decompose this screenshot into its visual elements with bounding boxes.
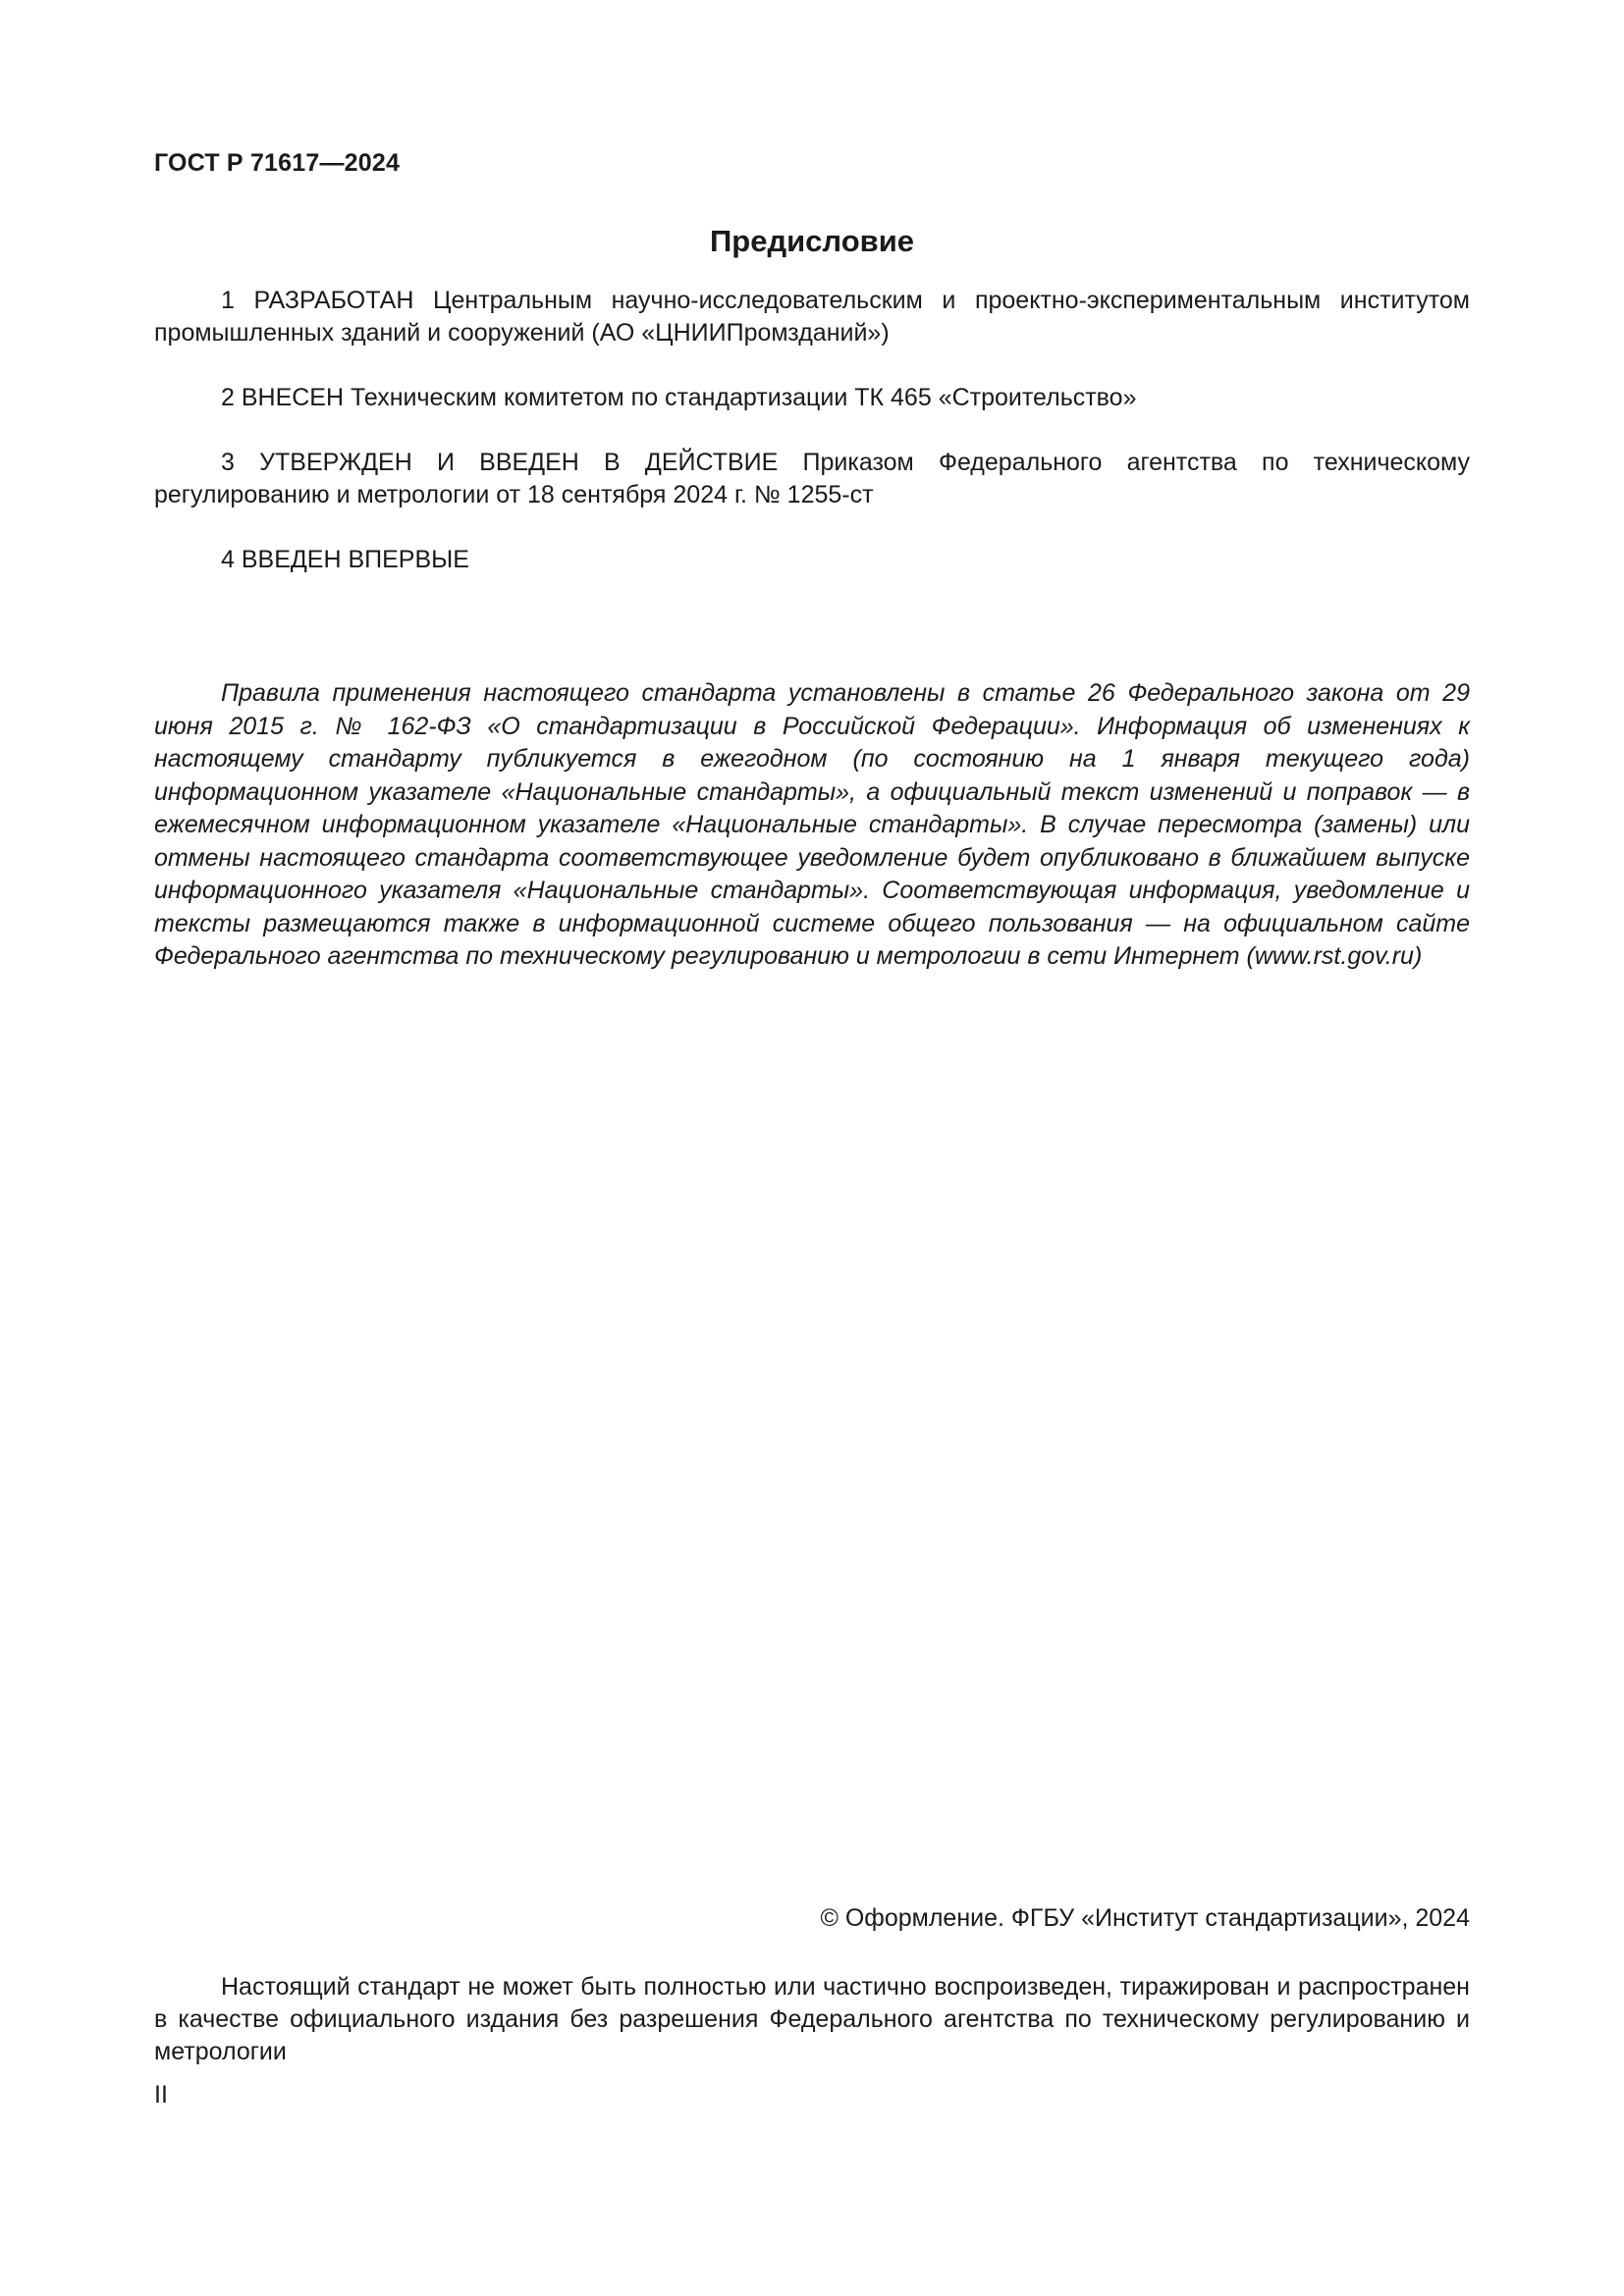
page-number: II (154, 2081, 168, 2109)
reproduction-notice: Настоящий стандарт не может быть полностью или частично воспроизведен, тиражирован и распространен в качестве официального издания без разрешения Федерального агентства по техническому регулированию и метрологии (154, 1973, 1470, 2065)
preface-item-developed: 1 РАЗРАБОТАН Центральным научно-исследовательским и проектно-экспериментальным институтом промышленных зданий и сооружений (АО «ЦНИИПромзданий») (154, 287, 1470, 347)
copyright-notice: © Оформление. ФГБУ «Институт стандартизации», 2024 (820, 1904, 1470, 1932)
preface-list (154, 285, 1470, 609)
document-header-id: ГОСТ Р 71617—2024 (154, 149, 401, 177)
preface-item-introduced: 4 ВВЕДЕН ВПЕРВЫЕ (221, 546, 469, 573)
preface-item-submitted: 2 ВНЕСЕН Техническим комитетом по стандартизации ТК 465 «Строительство» (221, 384, 1137, 411)
preface-item-approved: 3 УТВЕРЖДЕН И ВВЕДЕН В ДЕЙСТВИЕ Приказом Федерального агентства по техническому регулированию и метрологии от 18 сентября 2024 г. № 1255-ст (154, 449, 1470, 508)
application-rules-paragraph: Правила применения настоящего стандарта установлены в статье 26 Федерального закона от 29 июня 2015 г. № 162-ФЗ «О стандартизации в Российской Федерации». Информация об изменениях к настоящему стандарту публикуется в ежегодном (по состоянию на 1 января текущего года) информационном указателе «Национальные стандарты», а официальный текст изменений и поправок — в ежемесячном информационном указателе «Национальные стандарты». В случае пересмотра (замены) или отмены настоящего стандарта соответствующее уведомление будет опубликовано в ближайшем выпуске информационного указателя «Национальные стандарты». Соответствующая информация, уведомление и тексты размещаются также в информационной системе общего пользования — на официальном сайте Федерального агентства по техническому регулированию и метрологии в сети Интернет (www.rst.gov.ru) (154, 679, 1470, 970)
page-title: Предисловие (709, 224, 914, 258)
